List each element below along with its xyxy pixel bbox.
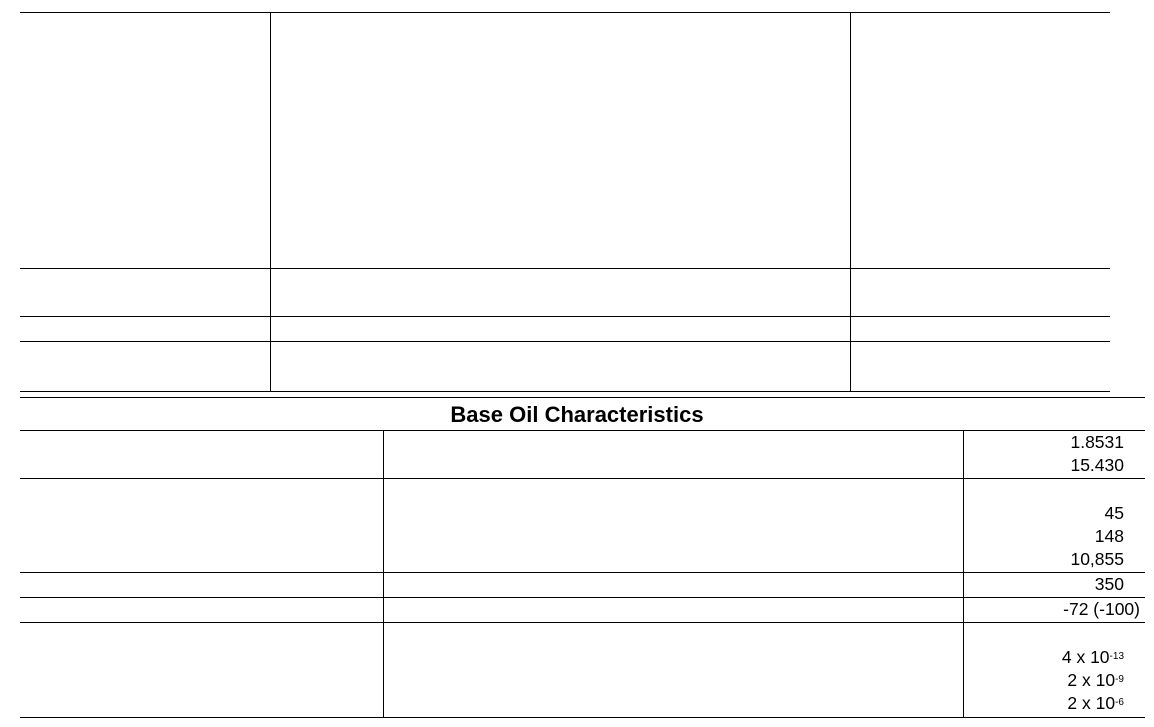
exponent: -9 [1115,674,1124,685]
row-divider [20,572,1145,573]
property-value [1062,646,1124,669]
value-text: -72 (-100) [1063,599,1140,619]
value-text: 148 [1094,526,1124,546]
base-oil-title: Base Oil Characteristics [450,402,704,427]
section-top-rule [20,397,1145,398]
table-bottom-rule [20,391,1110,392]
column-divider [270,12,271,391]
table-bottom-rule [20,717,1145,718]
table-top-rule [20,12,1110,13]
value-text: 45 [1104,503,1124,523]
column-divider [963,430,964,717]
value-text: 4 x 10 [1061,647,1110,667]
property-value [1067,669,1124,692]
property-value [1063,598,1140,621]
value-text: 2 x 10 [1067,670,1116,690]
row-divider [20,622,1145,623]
value-text: 2 x 10 [1067,693,1116,713]
row-divider [20,478,1145,479]
base-oil-header-rule [20,430,1145,431]
property-value [1070,431,1124,454]
property-value [1067,692,1124,715]
property-value [1070,548,1124,571]
row-divider [20,341,1110,342]
value-text: 10,855 [1070,549,1124,569]
row-divider [20,316,1110,317]
value-text: 15.430 [1070,455,1124,475]
property-value [1095,573,1124,596]
column-divider [383,430,384,717]
property-value [1095,525,1124,548]
value-text: 350 [1094,574,1124,594]
value-text: 1.8531 [1070,432,1124,452]
property-value [1070,454,1124,477]
column-divider [850,12,851,391]
row-divider [20,268,1110,269]
exponent: -6 [1115,697,1124,708]
exponent: -13 [1109,651,1124,662]
row-divider [20,597,1145,598]
property-value [1105,502,1124,525]
